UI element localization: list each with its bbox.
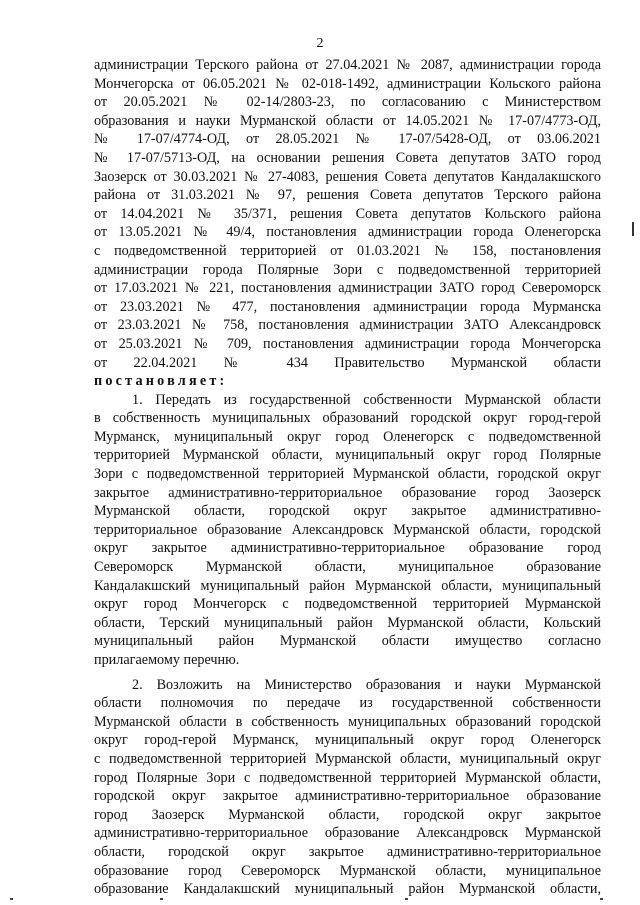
intro-paragraph: [94, 56, 601, 391]
text-line: 1. Передать из государственной собственности Мурманской области: [132, 391, 601, 408]
text-line: городской округ закрытое административно-территориальное образование: [94, 788, 601, 805]
text-line: № 17-07/5713-ОД, на основании решения Совета депутатов ЗАТО город: [94, 149, 601, 166]
text-line: Мурманской области в собственность муниципальных образований городской: [94, 713, 601, 730]
text-line: от 23.03.2021 № 758, постановления администрации ЗАТО Александровск: [94, 317, 601, 334]
document-body: [94, 56, 601, 899]
text-line: Мурманской области, городской округ закрытое административно-: [94, 503, 601, 520]
text-line: области полномочия по передаче из государственной собственности: [94, 695, 601, 712]
resolves-heading: постановляет:: [94, 373, 228, 390]
scan-artifact: [405, 898, 408, 900]
text-line: от 20.05.2021 № 02-14/2803-23, по согласованию с Министерством: [94, 94, 601, 111]
paragraph-1: [94, 391, 601, 670]
text-line: области, Терский муниципальный район Мурманской области, Кольский: [94, 614, 601, 631]
text-line: от 17.03.2021 № 221, постановления администрации ЗАТО город Североморск: [94, 280, 601, 297]
scan-margin-mark: [632, 222, 634, 236]
text-line: территорией Мурманской области, муниципальный округ город Полярные: [94, 447, 601, 464]
text-line: от 25.03.2021 № 709, постановления администрации города Мончегорска: [94, 335, 601, 352]
text-line: от 22.04.2021 № 434 Правительство Мурманской области: [94, 354, 601, 371]
text-line: территориальное образование Александровск Мурманской области, городской: [94, 521, 601, 538]
text-line: прилагаемому перечню.: [94, 652, 240, 668]
text-line: с подведомственной территорией от 01.03.2021 № 158, постановления: [94, 242, 601, 259]
text-line: Кандалакшский муниципальный район Мурманской области, муниципальный: [94, 577, 601, 594]
text-line: округ закрытое административно-территориальное образование город: [94, 540, 601, 557]
scan-artifact: [160, 898, 163, 900]
text-line: с подведомственной территорией Мурманской области, муниципальный округ: [94, 750, 601, 767]
text-line: области, городской округ закрытое административно-территориальное: [94, 843, 601, 860]
text-line: административно-территориальное образование Александровск Мурманской: [94, 825, 601, 842]
page-number: 2: [316, 36, 324, 51]
text-line: района от 31.03.2021 № 97, решения Совета депутатов Терского района: [94, 187, 601, 204]
text-line: администрации Терского района от 27.04.2021 № 2087, администрации города: [94, 57, 601, 73]
paragraph-2: [94, 676, 601, 899]
text-line: Зори с подведомственной территорией Мурманской области, городской округ: [94, 466, 601, 483]
scan-artifact: [600, 898, 603, 900]
text-line: № 17-07/4774-ОД, от 28.05.2021 № 17-07/5428-ОД, от 03.06.2021: [94, 131, 601, 148]
text-line: Заозерск от 30.03.2021 № 27-4083, решения Совета депутатов Кандалакшского: [94, 168, 601, 185]
text-line: закрытое административно-территориальное образование город Заозерск: [94, 484, 601, 501]
text-line: в собственность муниципальных образований городской округ город-герой: [94, 410, 601, 427]
text-line: образование Кандалакшский муниципальный район Мурманской области,: [94, 881, 601, 898]
text-line: 2. Возложить на Министерство образования и науки Мурманской: [132, 676, 601, 693]
scan-artifact: [10, 898, 13, 900]
text-line: образование город Североморск Мурманской области, муниципальное: [94, 862, 601, 879]
text-line: Мурманск, муниципальный округ город Оленегорск с подведомственной: [94, 428, 601, 445]
text-line: город Полярные Зори с подведомственной территорией Мурманской области,: [94, 769, 601, 786]
text-line: город Заозерск Мурманской области, городской округ закрытое: [94, 806, 601, 823]
text-line: от 13.05.2021 № 49/4, постановления администрации города Оленегорска: [94, 224, 601, 241]
text-line: образования и науки Мурманской области от 14.05.2021 № 17-07/4773-ОД,: [94, 112, 601, 129]
text-line: администрации города Полярные Зори с подведомственной территорией: [94, 261, 601, 278]
text-line: от 23.03.2021 № 477, постановления администрации города Мурманска: [94, 298, 601, 315]
text-line: округ город-герой Мурманск, муниципальный округ город Оленегорск: [94, 732, 601, 749]
text-line: Мончегорска от 06.05.2021 № 02-018-1492, администрации Кольского района: [94, 75, 601, 92]
text-line: муниципальный район Мурманской области имущество согласно: [94, 633, 601, 650]
text-line: Североморск Мурманской области, муниципальное образование: [94, 559, 601, 576]
text-line: от 14.04.2021 № 35/371, решения Совета депутатов Кольского района: [94, 205, 601, 222]
text-line: округ город Мончегорск с подведомственной территорией Мурманской: [94, 596, 601, 613]
